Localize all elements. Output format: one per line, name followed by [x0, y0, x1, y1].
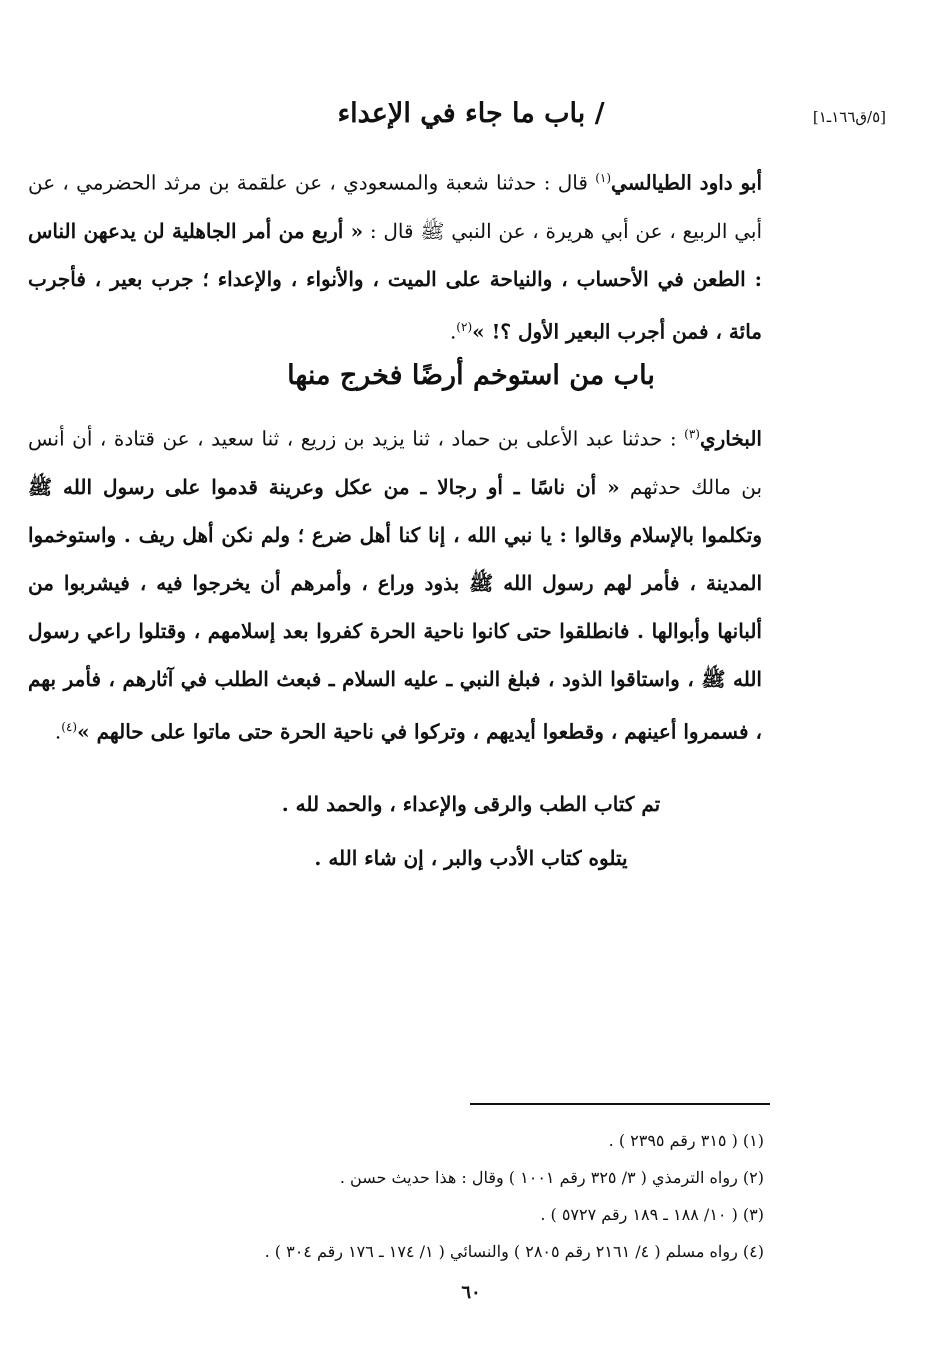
- section-heading-1: / باب ما جاء في الإعداء: [337, 98, 605, 129]
- narrator-name: أبو داود الطيالسي: [611, 170, 763, 195]
- footnote-marker[interactable]: (٤): [61, 719, 78, 734]
- paragraph-1: [28, 154, 762, 355]
- footnote-divider: [470, 1103, 770, 1105]
- footnote-marker[interactable]: (١): [595, 171, 612, 185]
- page-number: ٦٠: [461, 1282, 481, 1303]
- footnote-marker[interactable]: (٢): [456, 319, 473, 334]
- paragraph-text: قال : حدثنا شعبة والمسعودي ، عن علقمة بن مرثد الحضرمي ، عن أبي الربيع ، عن أبي هريرة ، عن النبي ﷺ قال :: [28, 170, 762, 243]
- narrator-name: البخاري: [699, 426, 762, 451]
- footnote-3: (٣) ( ١٠/ ١٨٨ ـ ١٨٩ رقم ٥٧٢٧ ) .: [540, 1205, 764, 1224]
- sentence-end: .: [449, 319, 457, 344]
- sentence-end: .: [54, 719, 62, 744]
- footnote-4: (٤) رواه مسلم ( ٤/ ٢١٦١ رقم ٢٨٠٥ ) والنسائي ( ١/ ١٧٤ ـ ١٧٦ رقم ٣٠٤ ) .: [264, 1242, 764, 1261]
- section-heading-2: باب من استوخم أرضًا فخرج منها: [287, 360, 655, 391]
- footnote-1: (١) ( ٣١٥ رقم ٢٣٩٥ ) .: [608, 1131, 764, 1150]
- closing-line-2: يتلوه كتاب الأدب والبر ، إن شاء الله .: [314, 846, 628, 870]
- footnote-2: (٢) رواه الترمذي ( ٣/ ٣٢٥ رقم ١٠٠١ ) وقال : هذا حديث حسن .: [339, 1168, 764, 1187]
- paragraph-2: [28, 410, 762, 755]
- manuscript-reference: [٥/ق١٦٦ـ١]: [812, 108, 886, 126]
- closing-line-1: تم كتاب الطب والرقى والإعداء ، والحمد لله .: [281, 792, 661, 816]
- footnotes: [60, 1122, 764, 1270]
- hadith-quote: « أربع من أمر الجاهلية لن يدعهن الناس : الطعن في الأحساب ، والنياحة على الميت ، والأنواء ، والإعداء ؛ جرب بعير ، فأجرب مائة ، فمن أجرب البعير الأول ؟! »: [28, 218, 762, 344]
- hadith-quote: « أن ناسًا ـ أو رجالا ـ من عكل وعرينة قدموا على رسول الله ﷺ وتكلموا بالإسلام وقالوا : يا نبي الله ، إنا كنا أهل ضرع ؛ ولم نكن أهل ريف . واستوخموا المدينة ، فأمر لهم رسول الله ﷺ بذود وراع ، وأمرهم أن يخرجوا فيه ، فيشربوا من ألبانها وأبوالها . فانطلقوا حتى كانوا ناحية الحرة كفروا بعد إسلامهم ، وقتلوا راعي رسول الله ﷺ ، واستاقوا الذود ، فبلغ النبي ـ عليه السلام ـ فبعث الطلب في آثارهم ، فأمر بهم ، فسمروا أعينهم ، وقطعوا أيديهم ، وتركوا في ناحية الحرة حتى ماتوا على حالهم »: [28, 474, 762, 744]
- footnote-marker[interactable]: (٣): [684, 427, 700, 441]
- paragraph-text: : حدثنا عبد الأعلى بن حماد ، ثنا يزيد بن زريع ، ثنا سعيد ، عن قتادة ، أن أنس بن مالك حدثهم: [28, 426, 763, 499]
